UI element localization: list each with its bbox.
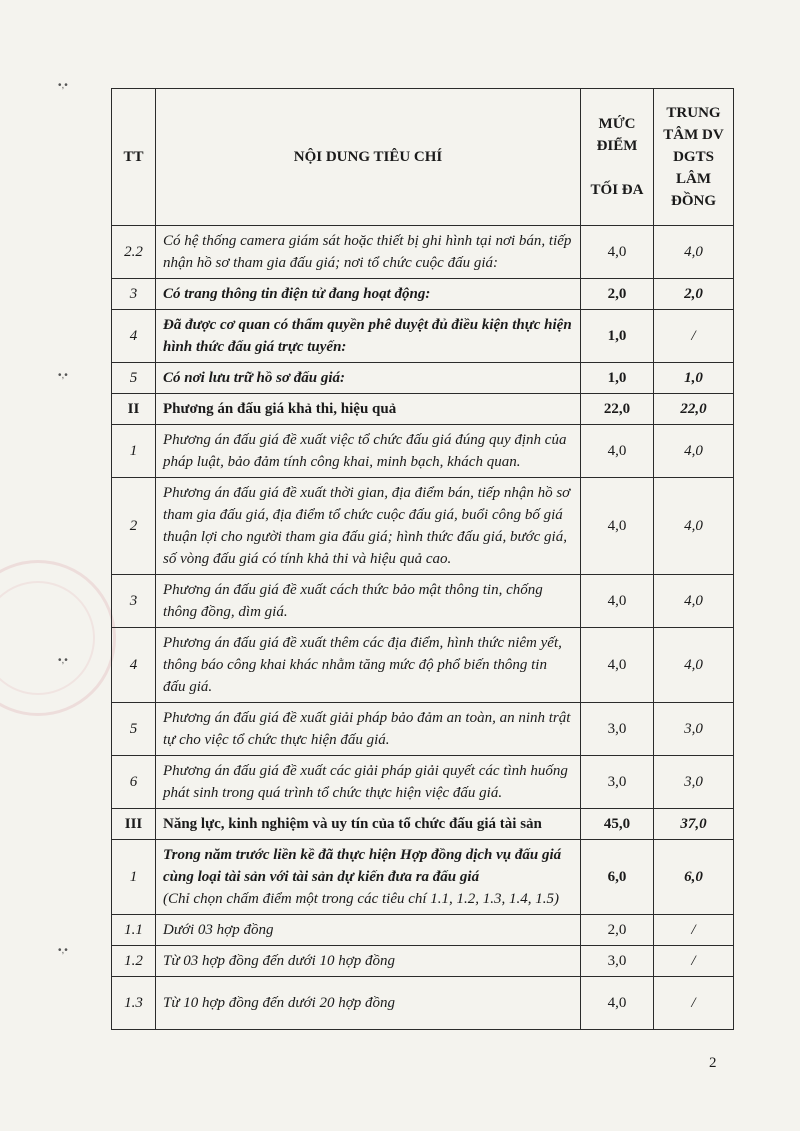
row-center: 4,0 [654,628,734,703]
row-tt: 3 [112,279,156,310]
row-max: 4,0 [581,977,654,1030]
row-content: Dưới 03 hợp đồng [156,915,581,946]
row-max: 4,0 [581,478,654,575]
row-center: 4,0 [654,226,734,279]
row-content-note: (Chỉ chọn chấm điểm một trong các tiêu chí 1.1, 1.2, 1.3, 1.4, 1.5) [163,891,560,907]
row-max: 22,0 [581,394,654,425]
row-center: / [654,310,734,363]
table-row [112,575,734,628]
table-row [112,310,734,363]
row-max: 4,0 [581,628,654,703]
margin-mark: •,• [58,80,68,91]
section-row [112,394,734,425]
row-content: Phương án đấu giá đề xuất các giải pháp giải quyết các tình huống phát sinh trong quá trình tổ chức thực hiện việc đấu giá. [156,756,581,809]
row-max: 2,0 [581,915,654,946]
row-center: 4,0 [654,478,734,575]
row-max: 6,0 [581,840,654,915]
row-max: 4,0 [581,226,654,279]
row-center: 3,0 [654,756,734,809]
row-tt: 6 [112,756,156,809]
table-row [112,279,734,310]
row-center: 6,0 [654,840,734,915]
row-content: Phương án đấu giá đề xuất cách thức bảo mật thông tin, chống thông đồng, dìm giá. [156,575,581,628]
header-content: NỘI DUNG TIÊU CHÍ [156,89,581,226]
table-header-row [112,89,734,226]
table-row [112,946,734,977]
row-tt: 5 [112,703,156,756]
faded-seal [0,560,116,716]
row-content-main: Trong năm trước liền kề đã thực hiện Hợp đồng dịch vụ đấu giá cùng loại tài sản với tài sản dự kiến đưa ra đấu giá [163,847,562,885]
row-tt: 1 [112,425,156,478]
row-content [156,840,581,915]
row-max: 2,0 [581,279,654,310]
row-tt: II [112,394,156,425]
table-row [112,363,734,394]
header-center-line: LÂM [676,171,711,187]
margin-mark: •,• [58,370,68,381]
row-content: Từ 10 hợp đồng đến dưới 20 hợp đồng [156,977,581,1030]
table-row [112,915,734,946]
row-content: Đã được cơ quan có thẩm quyền phê duyệt đủ điều kiện thực hiện hình thức đấu giá trực tuyến: [156,310,581,363]
row-content: Phương án đấu giá đề xuất thời gian, địa điểm bán, tiếp nhận hồ sơ tham gia đấu giá, địa điểm tổ chức cuộc đấu giá, buổi công bố giá thuận lợi cho người tham gia đấu giá; hình thức đấu giá, bước giá, số vòng đấu giá có tính khả thi và hiệu quả cao. [156,478,581,575]
row-center: 4,0 [654,425,734,478]
margin-mark: •,• [58,945,68,956]
row-center: 1,0 [654,363,734,394]
row-center: 22,0 [654,394,734,425]
header-center-line: TÂM DV [663,127,724,143]
header-max-score [581,89,654,226]
header-center-line: ĐỒNG [671,193,716,209]
row-content: Phương án đấu giá đề xuất giải pháp bảo đảm an toàn, an ninh trật tự cho việc tổ chức thực hiện đấu giá. [156,703,581,756]
table-row [112,977,734,1030]
row-max: 4,0 [581,575,654,628]
row-tt: 2.2 [112,226,156,279]
header-center-line: TRUNG [666,105,721,121]
table-row [112,425,734,478]
margin-mark: •,• [58,655,68,666]
header-center [654,89,734,226]
row-center: 37,0 [654,809,734,840]
row-tt: 4 [112,310,156,363]
section-row [112,809,734,840]
table-row [112,478,734,575]
row-center: / [654,915,734,946]
row-max: 3,0 [581,703,654,756]
table-row [112,628,734,703]
row-content: Từ 03 hợp đồng đến dưới 10 hợp đồng [156,946,581,977]
row-content: Có hệ thống camera giám sát hoặc thiết bị ghi hình tại nơi bán, tiếp nhận hồ sơ tham gia đấu giá; nơi tổ chức cuộc đấu giá: [156,226,581,279]
row-center: / [654,946,734,977]
row-content: Có nơi lưu trữ hồ sơ đấu giá: [156,363,581,394]
row-tt: 1.2 [112,946,156,977]
row-tt: 3 [112,575,156,628]
header-max-line: ĐIỂM [596,138,638,154]
header-tt: TT [112,89,156,226]
table-row [112,226,734,279]
row-center: 2,0 [654,279,734,310]
row-center: 3,0 [654,703,734,756]
table-row [112,756,734,809]
row-center: / [654,977,734,1030]
row-tt: III [112,809,156,840]
row-max: 1,0 [581,310,654,363]
row-center: 4,0 [654,575,734,628]
header-max-line: TỐI ĐA [590,182,644,198]
row-content: Có trang thông tin điện tử đang hoạt động: [156,279,581,310]
row-max: 3,0 [581,946,654,977]
row-max: 45,0 [581,809,654,840]
table-row [112,703,734,756]
row-content: Phương án đấu giá đề xuất thêm các địa điểm, hình thức niêm yết, thông báo công khai khác nhằm tăng mức độ phổ biến thông tin đấu giá. [156,628,581,703]
row-tt: 1 [112,840,156,915]
header-max-line: MỨC [598,116,636,132]
row-max: 3,0 [581,756,654,809]
row-tt: 1.1 [112,915,156,946]
row-content: Phương án đấu giá đề xuất việc tổ chức đấu giá đúng quy định của pháp luật, bảo đảm tính công khai, minh bạch, khách quan. [156,425,581,478]
row-tt: 4 [112,628,156,703]
header-center-line: DGTS [673,149,714,165]
table-row [112,840,734,915]
row-max: 4,0 [581,425,654,478]
row-tt: 1.3 [112,977,156,1030]
criteria-table [111,88,734,1030]
row-max: 1,0 [581,363,654,394]
page-number: 2 [709,1055,717,1071]
row-content: Năng lực, kinh nghiệm và uy tín của tổ chức đấu giá tài sản [156,809,581,840]
row-content: Phương án đấu giá khả thi, hiệu quả [156,394,581,425]
row-tt: 2 [112,478,156,575]
row-tt: 5 [112,363,156,394]
